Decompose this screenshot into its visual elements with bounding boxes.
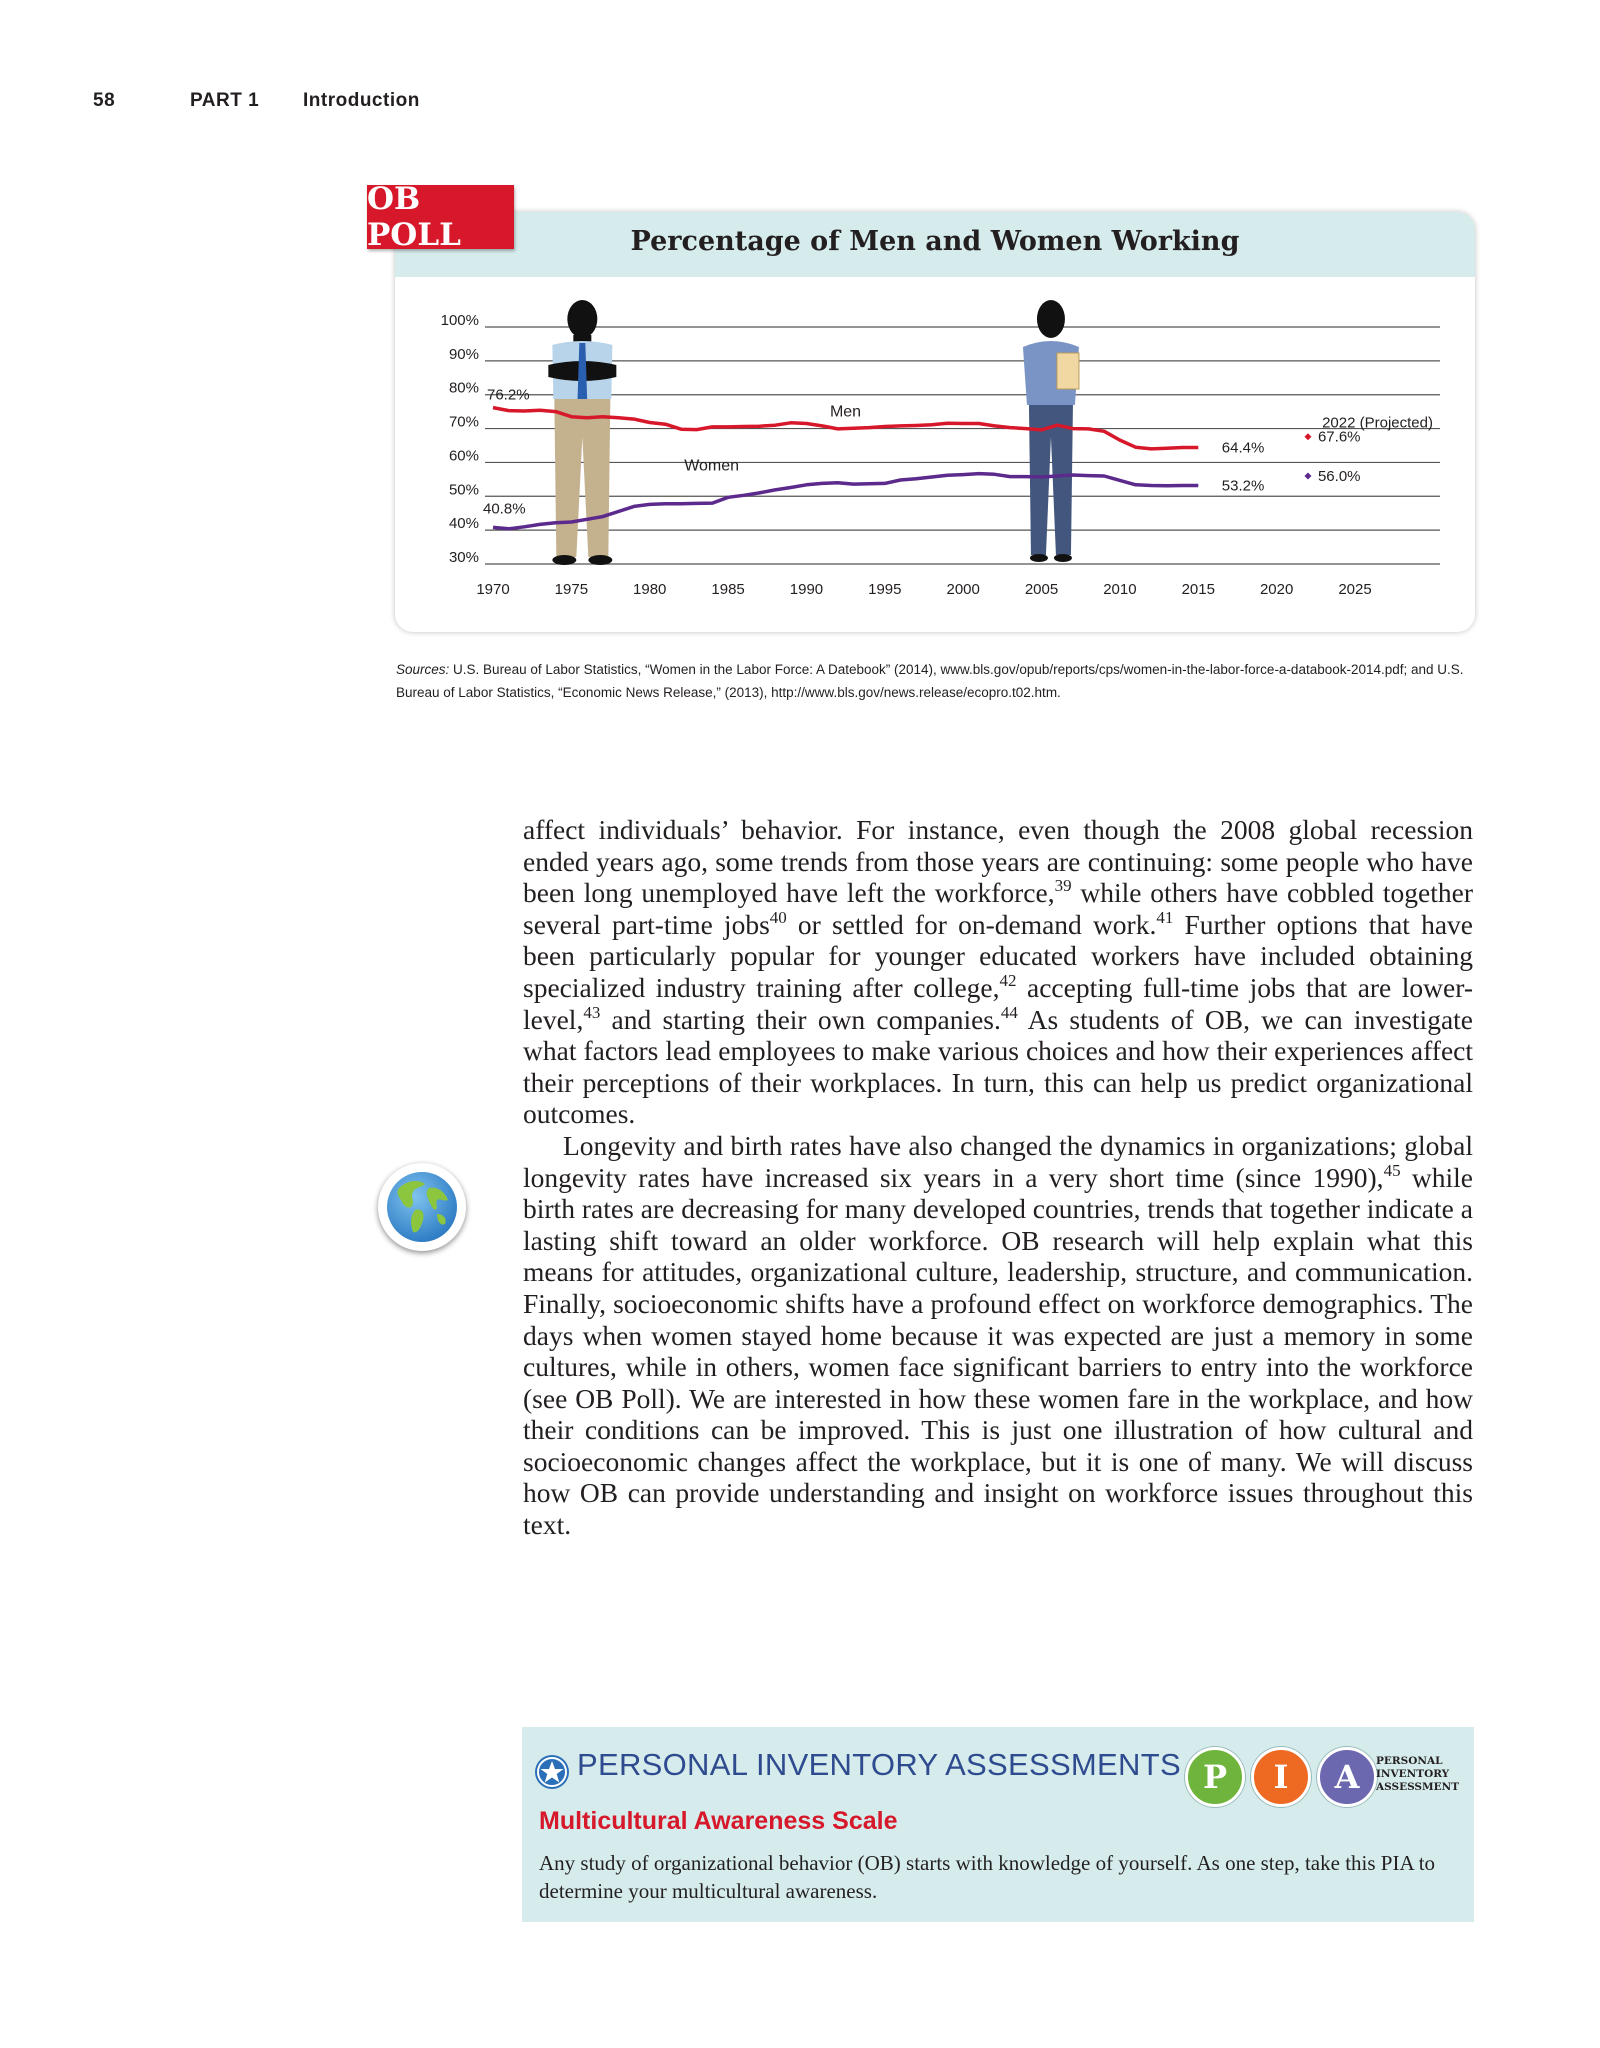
- body-text: [523, 814, 1473, 1541]
- pia-heading: PERSONAL INVENTORY ASSESSMENTS: [577, 1747, 1181, 1782]
- pia-subtitle[interactable]: Multicultural Awareness Scale: [539, 1807, 898, 1835]
- woman-shoe: [1030, 554, 1048, 562]
- men-series-label: Men: [829, 403, 862, 421]
- projection-men-marker: [1304, 433, 1311, 440]
- woman-head: [1037, 300, 1065, 338]
- women-end-label: 53.2%: [1221, 477, 1265, 495]
- x-tick-label: 1980: [633, 581, 667, 598]
- projection-women-marker: [1304, 472, 1311, 479]
- x-tick-label: 2005: [1024, 581, 1059, 598]
- y-tick-label: 80%: [448, 379, 479, 397]
- sources-lead: Sources:: [396, 662, 450, 677]
- x-tick-label: 2010: [1103, 581, 1137, 598]
- footnote-ref[interactable]: 45: [1383, 1160, 1401, 1180]
- section-label: Introduction: [303, 90, 420, 111]
- women-series-label: Women: [684, 457, 740, 475]
- star-icon: [534, 1754, 570, 1790]
- man-head: [567, 300, 597, 338]
- chart-sources: [396, 658, 1476, 704]
- projection-men-label: 67.6%: [1317, 428, 1361, 446]
- woman-folder: [1057, 353, 1079, 389]
- footnote-ref[interactable]: 40: [769, 907, 787, 927]
- pia-badge-i: I: [1251, 1747, 1311, 1807]
- footnote-ref[interactable]: 42: [999, 970, 1017, 990]
- man-shoe: [588, 555, 612, 565]
- x-tick-label: 1975: [554, 581, 589, 598]
- footnote-ref[interactable]: 44: [1000, 1002, 1018, 1022]
- y-tick-label: 100%: [440, 312, 479, 329]
- pia-description: Any study of organizational behavior (OB) starts with knowledge of yourself. As one step, take this PIA to determine your multicultural awareness.: [539, 1851, 1436, 1903]
- sources-text: U.S. Bureau of Labor Statistics, “Women in the Labor Force: A Datebook” (2014), www.bls.gov/opub/reports/cps/women-in-the-labor-force-a-databook-2014.pdf; and U.S. Bureau of Labor Statistics, “Economic News Release,” (2013), http://www.bls.gov/news.release/ecopro.t02.htm.: [396, 662, 1464, 700]
- x-tick-label: 1970: [476, 581, 510, 598]
- y-tick-label: 40%: [448, 515, 479, 533]
- x-tick-label: 1985: [711, 581, 745, 598]
- man-figure: [548, 300, 616, 565]
- labor-force-chart: [395, 212, 1475, 632]
- projection-label: 2022 (Projected): [1322, 414, 1433, 432]
- man-pants: [554, 399, 610, 557]
- woman-shoe: [1054, 554, 1072, 562]
- ob-poll-panel: [395, 212, 1475, 632]
- man-shoe: [552, 555, 576, 565]
- chart-labels: [483, 387, 1433, 518]
- y-tick-label: 30%: [448, 549, 479, 566]
- globe-icon[interactable]: [378, 1163, 466, 1251]
- ob-poll-tag: OB POLL: [367, 185, 514, 249]
- pia-badges: [1185, 1747, 1377, 1807]
- footnote-ref[interactable]: 41: [1156, 907, 1174, 927]
- y-tick-label: 60%: [448, 447, 479, 465]
- paragraph-2: Longevity and birth rates have also changed the dynamics in organizations; global longevity rates have increased six years in a very short time (since 1990),$^{45}$ while birth rates are decreasing for many developed countries, trends that together indicate a lasting shift toward an older workforce. OB research will help explain what this means for attitudes, organizational culture, leadership, structure, and communication. Finally, socioeconomic shifts have a profound effect on workforce demographics. The days when women stayed home because it was expected are just a memory in some cultures, while in others, women face significant barriers to entry into the workforce (see OB Poll). We are interested in how these women fare in the workplace, and how their conditions can be improved. This is just one illustration of how cultural and socioeconomic changes affect the workplace, but it is one of many. We will discuss how OB can provide understanding and insight on workforce issues throughout this text.: [523, 1129, 1473, 1541]
- men-start-label: 76.2%: [487, 386, 530, 404]
- pia-badge-p: P: [1185, 1747, 1245, 1807]
- men-end-label: 64.4%: [1221, 439, 1265, 457]
- y-tick-label: 90%: [448, 345, 479, 363]
- footnote-ref[interactable]: 39: [1054, 876, 1072, 896]
- pia-panel: [522, 1727, 1474, 1922]
- x-tick-label: 1990: [789, 581, 824, 598]
- x-tick-label: 2015: [1181, 581, 1215, 598]
- women-start-label: 40.8%: [483, 500, 526, 518]
- pia-badge-a: A: [1317, 1747, 1377, 1807]
- y-tick-label: 50%: [448, 481, 479, 499]
- woman-figure: [1023, 300, 1079, 562]
- pia-badge-caption: PERSONAL INVENTORY ASSESSMENT: [1376, 1755, 1460, 1793]
- x-tick-label: 2020: [1259, 581, 1294, 598]
- part-label: PART 1: [190, 90, 260, 111]
- y-tick-label: 70%: [448, 413, 479, 431]
- chart-figures: [548, 300, 1079, 565]
- poll-title: Percentage of Men and Women Working: [630, 226, 1240, 257]
- page-number: 58: [93, 90, 116, 111]
- paragraph-1: affect individuals’ behavior. For instance, even though the 2008 global recession ended years ago, some trends from those years are continuing: some people who have been long unemployed have left the workforce,$^{39}$ while others have cobbled together several part-time jobs$^{40}$ or settled for on-demand work.$^{41}$ Further options that have been particularly popular for younger educated workers have included obtaining specialized industry training after college,$^{42}$ accepting full-time jobs that are lower-level,$^{43}$ and starting their own companies.$^{44}$ As students of OB, we can investigate what factors lead employees to make various choices and how their experiences affect their perceptions of their workplaces. In turn, this can help us predict organizational outcomes.: [523, 814, 1474, 1130]
- footnote-ref[interactable]: 43: [583, 1002, 601, 1022]
- x-tick-label: 1995: [868, 581, 902, 598]
- projection-women-label: 56.0%: [1317, 467, 1361, 485]
- globe-graphic: [385, 1170, 459, 1244]
- x-tick-label: 2000: [946, 581, 980, 598]
- x-tick-label: 2025: [1338, 581, 1372, 598]
